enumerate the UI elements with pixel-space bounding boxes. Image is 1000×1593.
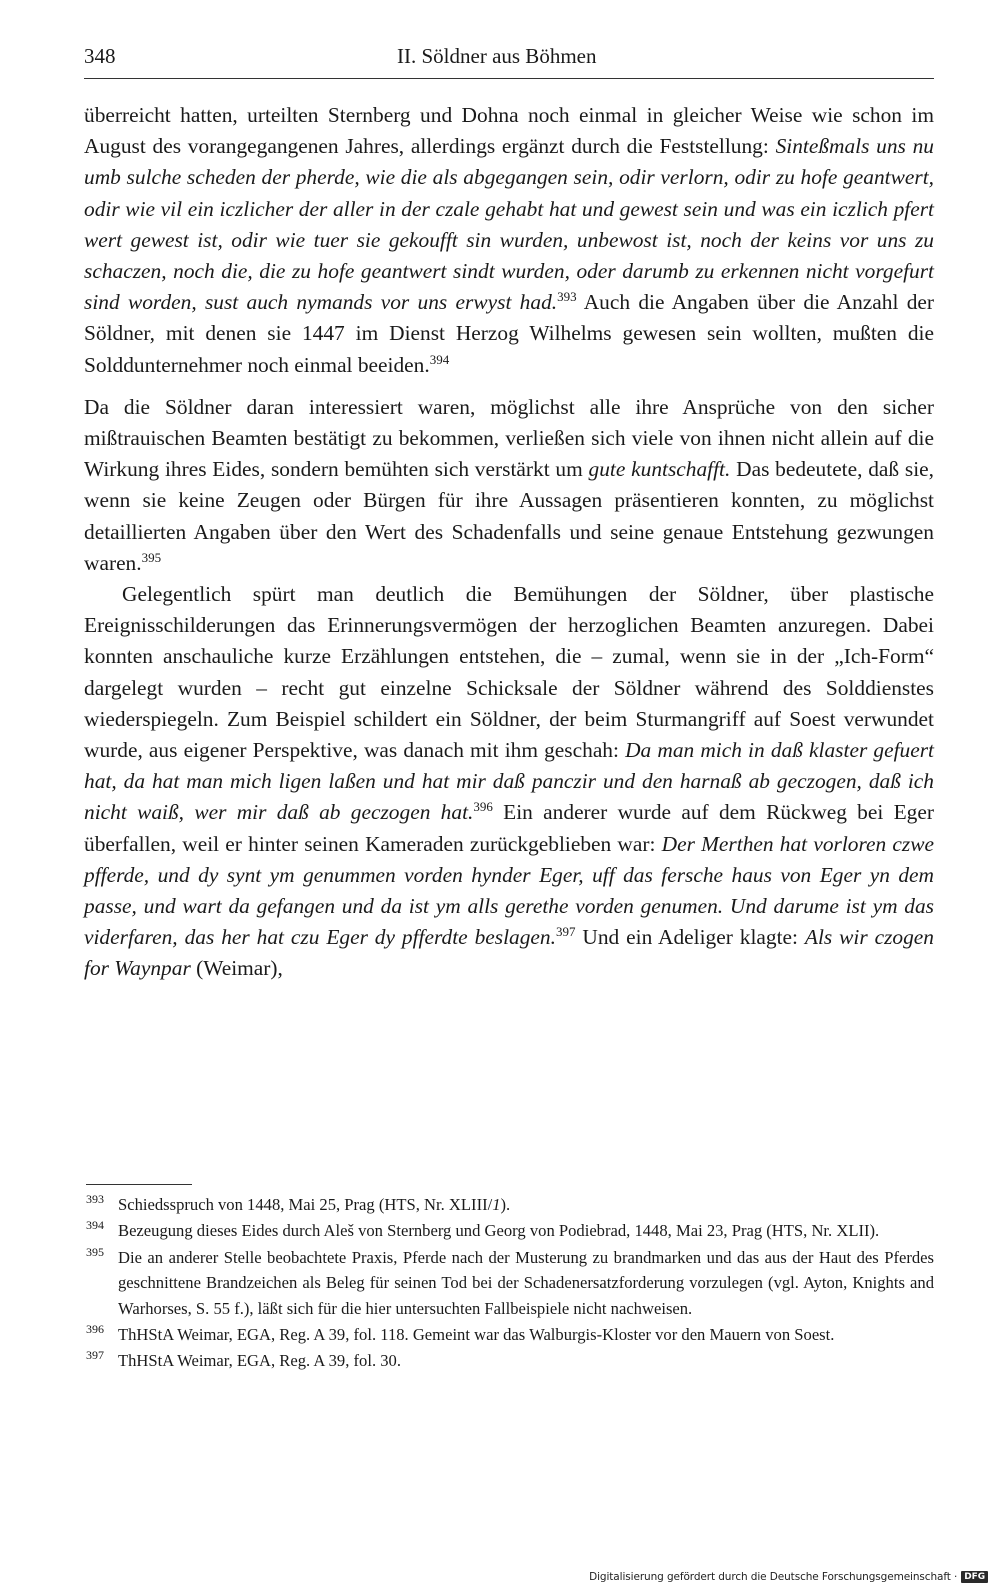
footnote-number: 396 — [86, 1322, 104, 1337]
footnote-number: 397 — [86, 1348, 104, 1363]
quotation: Da man mich in daß klaster gefuert hat, da hat man mich ligen laßen und hat mir daß panczir und den harnaß ab geczogen, daß ich nicht waiß, wer mir daß ab geczogen hat. — [84, 738, 934, 825]
text-run: Gelegentlich spürt man deutlich die Bemühungen der Söldner, über plastische Ereignisschilderungen das Erinnerungsvermögen der herzoglichen Beamten anzuregen. Dabei konnten anschauliche kurze Erzählungen entstehen, die – zumal, wenn sie in der „Ich-Form“ dargelegt wurden – recht gut einzelne Schicksale der Söldner während des Solddienstes wiederspiegeln. Zum Beispiel schildert ein Söldner, der beim Sturmangriff auf Soest verwundet wurde, aus eigener Perspektive, was danach mit ihm geschah: — [84, 582, 934, 763]
footnote-ref: 393 — [557, 289, 577, 305]
paragraph-1 — [84, 100, 934, 381]
page-header — [84, 44, 934, 79]
footer-text: Digitalisierung gefördert durch die Deutsche Forschungsgemeinschaft · — [589, 1571, 958, 1583]
footnote-ref: 397 — [555, 924, 576, 940]
footnote-397 — [86, 1348, 934, 1373]
text-run: Ein anderer wurde auf dem Rückweg bei Eger überfallen, weil er hinter seinen Kameraden zurückgeblieben war: — [84, 800, 934, 856]
quotation: Als wir czogen for Waynpar — [84, 925, 934, 981]
footnote-text: Bezeugung dieses Eides durch Aleš von Sternberg und Georg von Podiebrad, 1448, Mai 23, Prag (HTS, Nr. XLII). — [118, 1221, 880, 1241]
footnote-393 — [86, 1192, 934, 1217]
footnote-text: Die an anderer Stelle beobachtete Praxis, Pferde nach der Musterung zu brandmarken und das aus der Haut des Pferdes geschnittene Brandzeichen als Beleg für seinen Tod bei der Schadenersatzforderung vorzulegen (vgl. Ayton, Knights and Warhorses, S. 55 f.), läßt sich für die hier untersuchten Fallbeispiele nicht nachweisen. — [118, 1247, 934, 1318]
footnote-text: ThHStA Weimar, EGA, Reg. A 39, fol. 118. Gemeint war das Walburgis-Kloster vor den Mauern von Soest. — [118, 1325, 835, 1345]
footnote-394 — [86, 1218, 934, 1243]
footnote-395 — [86, 1245, 934, 1321]
text-run: Das bedeutete, daß sie, wenn sie keine Zeugen oder Bürgen für ihre Aussagen präsentieren konnten, zu möglichst detaillierten Angaben über den Wert des Schadenfalls und seine genaue Entstehung gezwungen waren. — [84, 457, 935, 575]
footnote-number: 393 — [86, 1192, 104, 1206]
text-run: Auch die Angaben über die Anzahl der Söldner, mit denen sie 1447 im Dienst Herzog Wilhelms gewesen sein wollten, mußten die Solddunternehmer noch einmal beeiden. — [84, 290, 935, 377]
footnote-text: ). — [500, 1195, 511, 1214]
text-run: überreicht hatten, urteilten Sternberg und Dohna noch einmal in gleicher Weise wie schon im August des vorangegangenen Jahres, allerdings ergänzt durch die Feststellung: — [84, 103, 934, 159]
footnote-number: 394 — [86, 1218, 104, 1233]
footnote-italic: 1 — [492, 1195, 501, 1214]
quotation: gute kuntschafft. — [588, 457, 731, 482]
page-number: 348 — [84, 44, 116, 68]
text-run: Und ein Adeliger klagte: — [575, 925, 805, 950]
footnote-separator — [86, 1184, 192, 1185]
paragraph-3 — [84, 579, 934, 985]
footnote-ref: 394 — [429, 351, 450, 367]
quotation: Der Merthen hat vorloren czwe pfferde, und dy synt ym genummen vorden hynder Eger, uff das fersche haus von Eger yn dem passe, und wart da gefangen und da ist ym alls gerethe vorden genumen. Und darume ist ym das viderfaren, das her hat czu Eger dy pfferdte beslagen. — [84, 831, 934, 950]
running-title: II. Söldner aus Böhmen — [397, 44, 597, 68]
footnote-ref: 395 — [141, 549, 162, 565]
dfg-logo: DFG — [961, 1571, 988, 1583]
footnote-ref: 396 — [473, 799, 493, 815]
footnote-text: ThHStA Weimar, EGA, Reg. A 39, fol. 30. — [118, 1351, 401, 1371]
footnotes — [86, 1192, 934, 1375]
footnote-396 — [86, 1322, 934, 1347]
text-run: Da die Söldner daran interessiert waren, möglichst alle ihre Ansprüche von den sicher mißtrauischen Beamten bestätigt zu bekommen, verließen sich viele von ihnen nicht allein auf die Wirkung ihres Eides, sondern bemühten sich verstärkt um — [84, 394, 934, 482]
text-run: (Weimar), — [190, 956, 283, 981]
paragraph-2 — [84, 392, 934, 579]
quotation: Sinteßmals uns nu umb sulche scheden der pherde, wie die als abgegangen sein, odir verlorn, odir zu hofe geantwert, odir wie vil ein iczlicher der aller in der czale gehabt hat und gewest sein und was ein iczlich pfert wert gewest ist, odir wie tuer sie gekoufft sin wurden, unbewost ist, noch der keins vor uns zu schaczen, noch die, die zu hofe geantwert sindt wurden, oder darumb zu erkennen nicht vorgefurt sind worden, sust auch nymands vor uns erwyst had. — [84, 134, 934, 315]
footnote-number: 395 — [86, 1244, 104, 1259]
digitization-footer — [589, 1569, 988, 1585]
main-text — [84, 100, 934, 985]
footnote-text: Schiedsspruch von 1448, Mai 25, Prag (HTS, Nr. XLIII/ — [118, 1195, 493, 1214]
